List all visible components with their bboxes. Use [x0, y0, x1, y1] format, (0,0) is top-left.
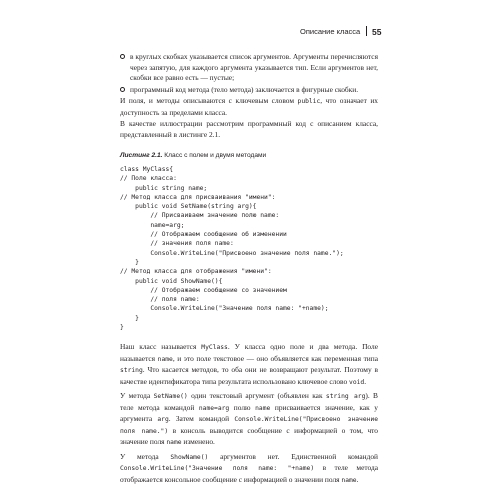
text-run: , что означает их доступность за пределами класса. [120, 96, 378, 117]
text-run: , и это поле текстовое — оно объявляется как переменная типа [172, 353, 378, 363]
bullet-circle-icon [120, 54, 125, 59]
text-run: в консоль выводится сообщение с информацией о том, что значение поля [120, 425, 378, 447]
text-run: Наш класс называется [120, 342, 202, 352]
text-run: полю [229, 402, 256, 412]
inline-code: SetName() [153, 393, 188, 401]
text-run: . [364, 376, 367, 386]
inline-code: name=arg [198, 404, 230, 412]
inline-code: string arg [325, 393, 366, 401]
bullet-item-2 [120, 85, 378, 96]
text-run: И поля, и методы описываются с ключевым словом [120, 96, 298, 105]
page-body [120, 52, 378, 486]
listing-label: Листинг 2.1. [120, 152, 163, 159]
text-run: в круглых скобках указывается список аргументов. Аргументы перечисляются через запятую, для каждого аргумента указывается тип. Если аргументов нет, скобки все равно есть — пустые; [130, 52, 378, 82]
inline-code: name [166, 439, 182, 447]
text-run: аргументов нет. Единственной командой [208, 451, 378, 461]
listing-title: Класс с полем и двумя методами [162, 152, 267, 159]
text-run: . Что касается методов, то оба они не возвращают результат. Поэтому в качестве идентификатора типа результата использовано ключевое слово [120, 365, 378, 386]
text-run: . У класса одно поле и два метода. Поле называется [120, 342, 378, 363]
text-run: один текстовый аргумент (объявлен как [187, 391, 326, 401]
bullet-circle-icon [120, 87, 125, 92]
inline-code: arg [157, 416, 169, 424]
paragraph-showname [120, 452, 378, 487]
paragraph-public [120, 96, 378, 118]
paragraph-illustration [120, 119, 378, 140]
bullet-text-2 [130, 85, 358, 94]
text-run: присваивается значение, как у аргумента [120, 402, 378, 424]
text-run: ). В теле метода командой [120, 391, 378, 412]
text-run: в теле метода отображается консольное сообщение с информацией о значении поля [120, 463, 379, 484]
text-run: В качестве иллюстрации рассмотрим программный код с описанием класса, представленный в листинге 2.1. [120, 119, 378, 139]
paragraph-class-description [120, 342, 378, 388]
text-run: . Затем командой [168, 414, 235, 424]
text-run: программный код метода (тело метода) заключается в фигурные скобки. [130, 84, 359, 94]
inline-code: Console.WriteLine("Присвоено значение поля name.") [120, 416, 378, 435]
text-run: У метода [120, 391, 154, 401]
section-title: Описание класса [300, 27, 361, 36]
page-number: 55 [372, 26, 382, 37]
listing-caption [120, 152, 378, 159]
paragraph-setname [120, 391, 378, 449]
inline-code: public [297, 98, 321, 105]
inline-code: name [341, 476, 357, 484]
inline-code: void [349, 378, 365, 386]
inline-code: ShowName() [170, 453, 209, 461]
inline-code: name [255, 404, 271, 412]
text-run: изменено. [181, 437, 215, 447]
header-divider [366, 26, 367, 36]
bullet-item-1 [120, 52, 378, 84]
inline-code: MyClass [201, 344, 228, 352]
code-listing: class MyClass{ // Поле класса: public string name; // Метод класса для присваивания "имени": public void SetName(string arg){ // Присваиваем значение полю name: name=arg; // Отображаем сообщение об изменении // значения поля name: Console.WriteLine("Присвоено значение поля name."); } // Метод класса для отображения "имени": public void ShowName(){ // Отображаем сообщение со значением // поля name: Console.WriteLine("Значение поля name: "+name); } } [120, 166, 344, 332]
bullet-text-1 [130, 52, 378, 82]
text-run: . [356, 474, 359, 484]
inline-code: Console.WriteLine("Значение поля name: "+name) [120, 465, 315, 473]
inline-code: name [157, 355, 173, 363]
text-run: У метода [120, 451, 171, 461]
inline-code: string [120, 367, 143, 375]
